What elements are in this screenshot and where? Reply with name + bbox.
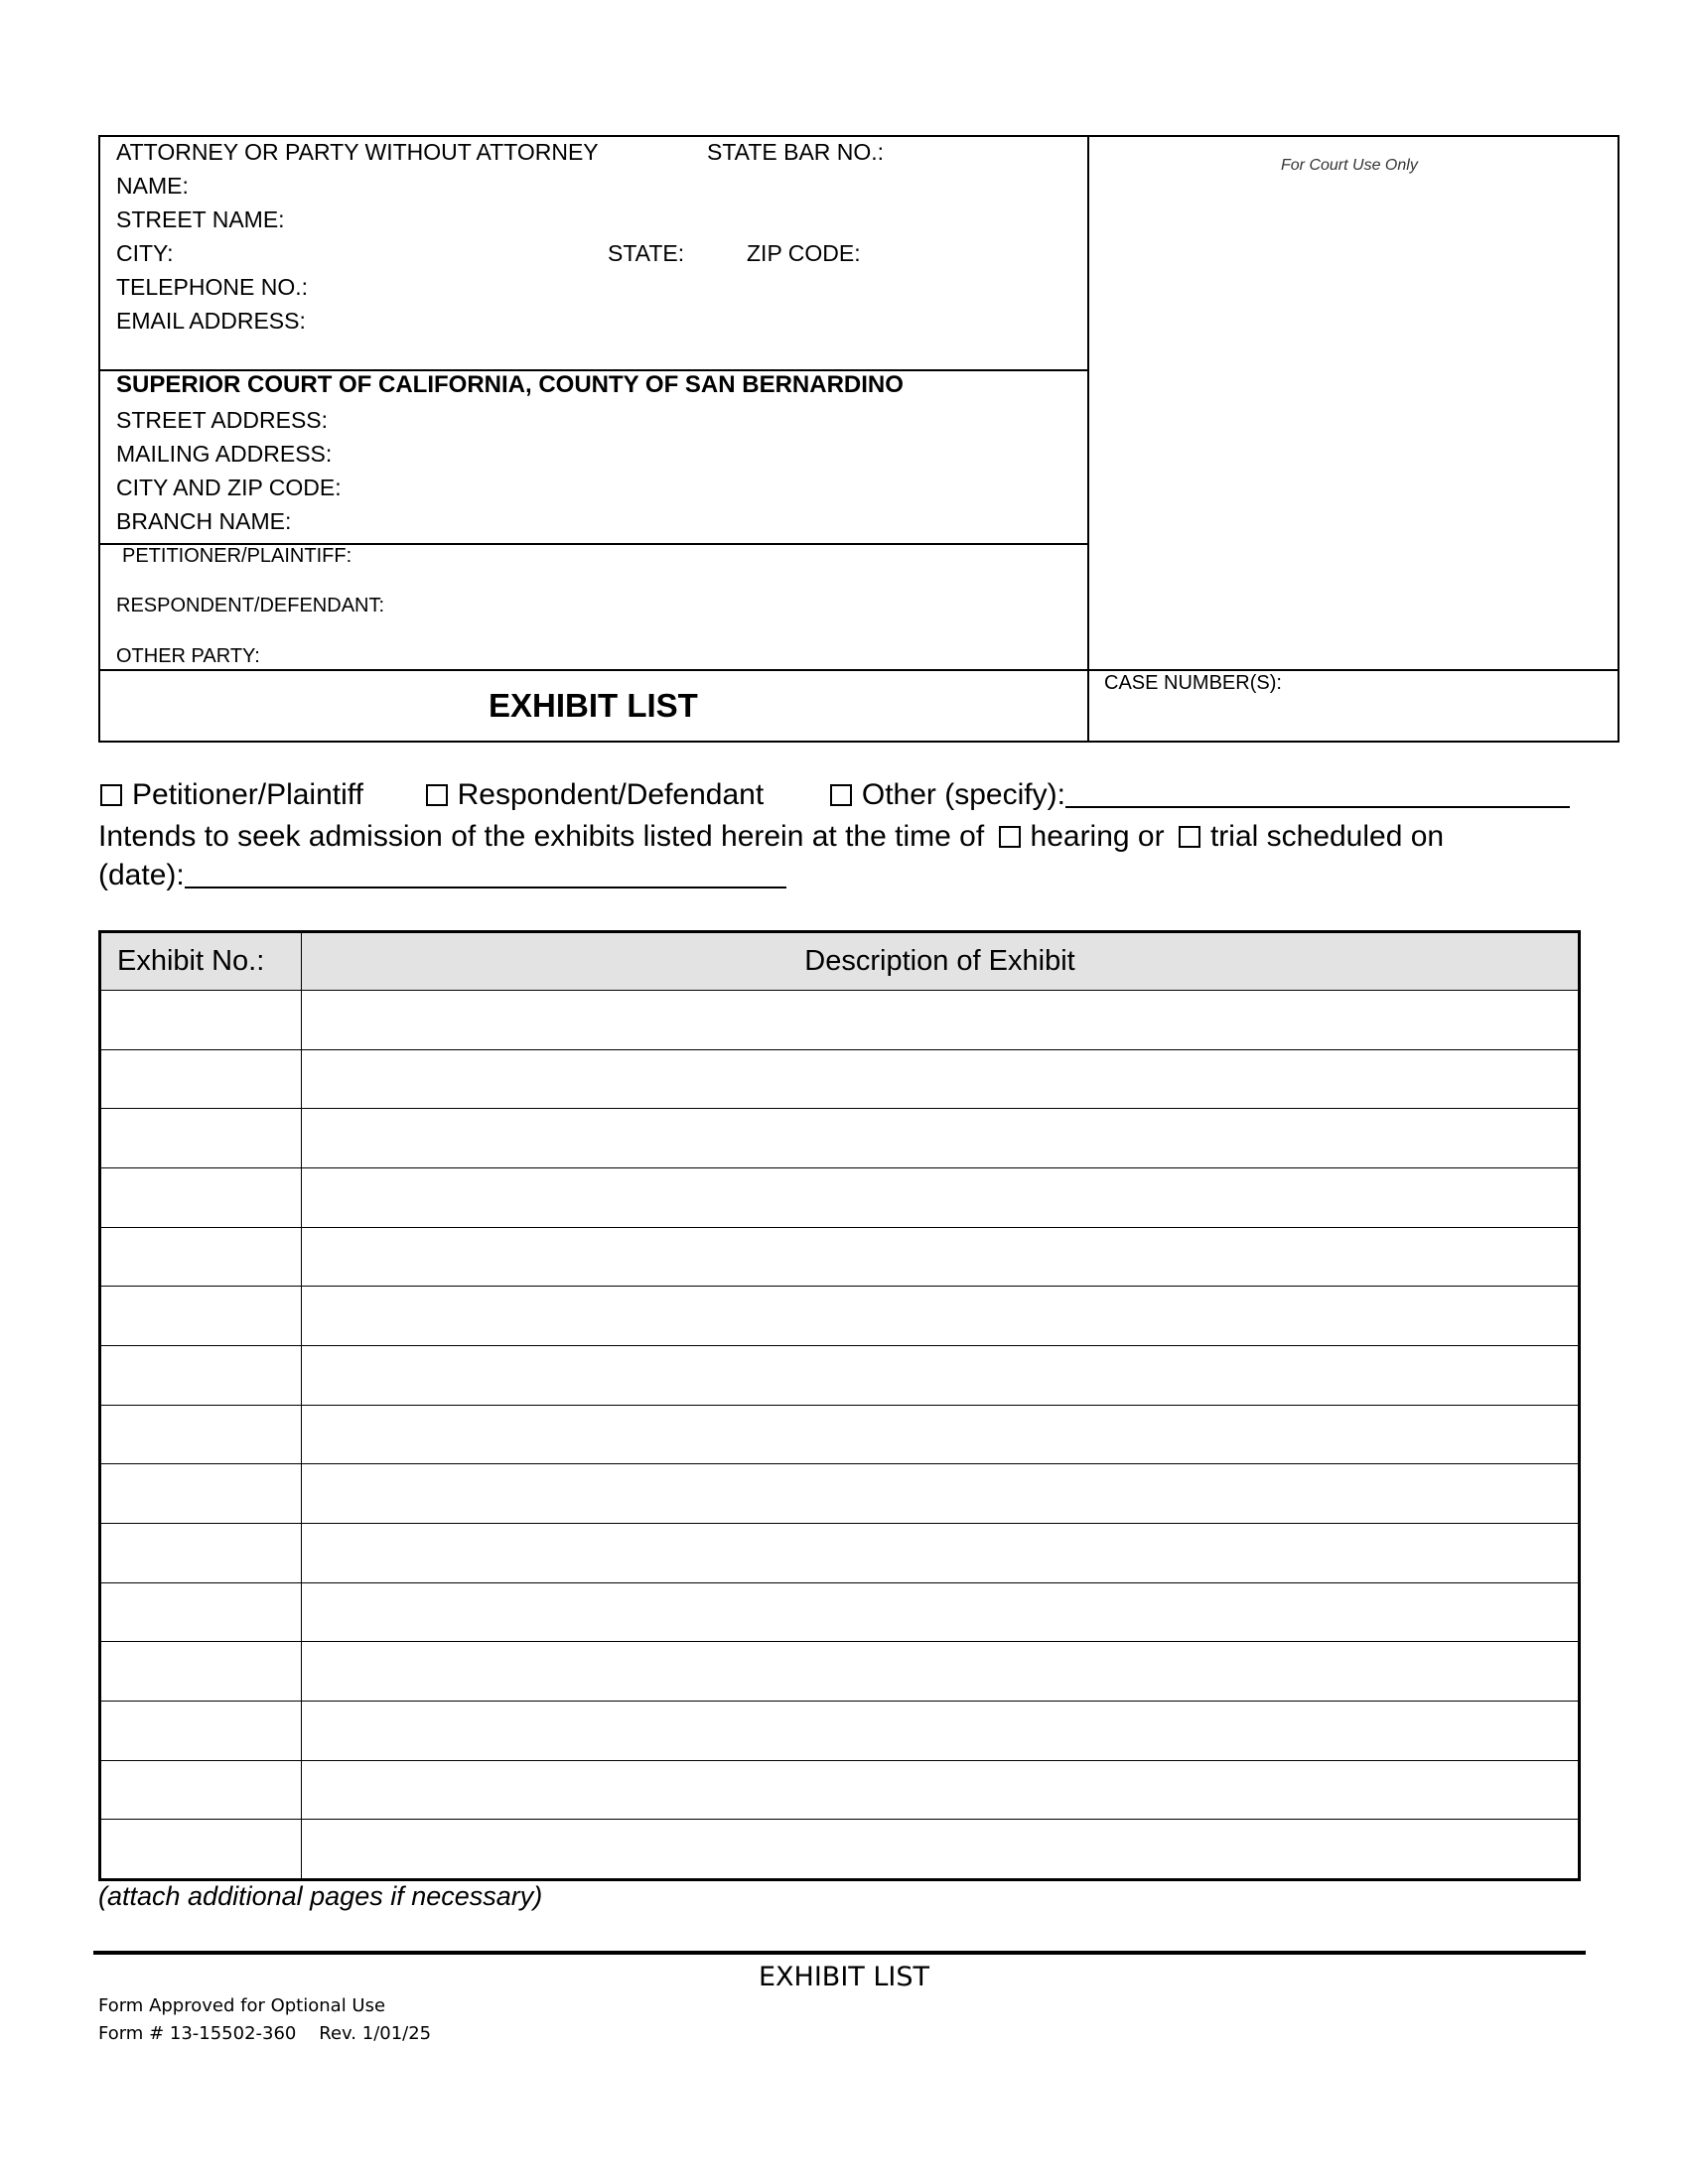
description-header: Description of Exhibit (302, 933, 1579, 991)
state-bar-label: STATE BAR NO.: (707, 139, 885, 165)
city-zip-label: CITY AND ZIP CODE: (116, 475, 342, 500)
exhibit-description-cell[interactable] (302, 1227, 1579, 1287)
date-label: (date): (98, 859, 185, 891)
form-approved-text: Form Approved for Optional Use (98, 1995, 386, 2016)
table-row (101, 1167, 1579, 1227)
exhibit-description-cell[interactable] (302, 1405, 1579, 1464)
divider-parties-title (100, 669, 1619, 671)
email-label: EMAIL ADDRESS: (116, 308, 306, 334)
table-row (101, 991, 1579, 1050)
respondent-checkbox[interactable] (426, 784, 448, 806)
exhibit-no-cell[interactable] (101, 1287, 302, 1346)
other-option-label: Other (specify): (861, 778, 1065, 811)
court-heading: SUPERIOR COURT OF CALIFORNIA, COUNTY OF SAN BERNARDINO (116, 371, 904, 398)
caption-divider-vertical (1087, 137, 1089, 743)
exhibit-no-cell[interactable] (101, 1820, 302, 1879)
other-specify-field[interactable] (1065, 780, 1570, 808)
exhibit-no-cell[interactable] (101, 1345, 302, 1405)
caption-box (98, 135, 1619, 743)
exhibit-description-cell[interactable] (302, 1049, 1579, 1109)
form-title: EXHIBIT LIST (489, 687, 698, 724)
exhibit-no-cell[interactable] (101, 1582, 302, 1642)
petitioner-checkbox[interactable] (100, 784, 122, 806)
zip-code-label: ZIP CODE: (747, 240, 861, 266)
respondent-label: RESPONDENT/DEFENDANT: (116, 595, 385, 616)
street-name-label: STREET NAME: (116, 206, 285, 232)
exhibit-no-cell[interactable] (101, 1523, 302, 1582)
petitioner-label: PETITIONER/PLAINTIFF: (122, 545, 352, 567)
table-row (101, 1227, 1579, 1287)
exhibit-description-cell[interactable] (302, 1287, 1579, 1346)
trial-option-label: trial scheduled on (1209, 820, 1445, 853)
intent-text: Intends to seek admission of the exhibits listed herein at the time of (98, 820, 985, 853)
mailing-address-label: MAILING ADDRESS: (116, 441, 333, 467)
exhibit-no-cell[interactable] (101, 1642, 302, 1702)
exhibit-no-cell[interactable] (101, 1464, 302, 1524)
exhibit-description-cell[interactable] (302, 1760, 1579, 1820)
footer-title: EXHIBIT LIST (758, 1962, 930, 1992)
table-row (101, 1760, 1579, 1820)
exhibit-description-cell[interactable] (302, 1582, 1579, 1642)
exhibit-no-cell[interactable] (101, 991, 302, 1050)
exhibit-description-cell[interactable] (302, 1167, 1579, 1227)
street-address-label: STREET ADDRESS: (116, 407, 329, 433)
exhibit-description-cell[interactable] (302, 1642, 1579, 1702)
date-line (98, 861, 786, 890)
exhibit-no-cell[interactable] (101, 1049, 302, 1109)
exhibit-description-cell[interactable] (302, 1109, 1579, 1168)
table-row (101, 1049, 1579, 1109)
case-number-label: CASE NUMBER(S): (1104, 672, 1282, 694)
hearing-checkbox[interactable] (999, 826, 1021, 848)
other-party-label: OTHER PARTY: (116, 645, 260, 667)
exhibit-description-cell[interactable] (302, 1464, 1579, 1524)
exhibit-no-cell[interactable] (101, 1701, 302, 1760)
table-row (101, 1109, 1579, 1168)
table-row (101, 1287, 1579, 1346)
table-note: (attach additional pages if necessary) (98, 1881, 543, 1911)
exhibit-no-cell[interactable] (101, 1760, 302, 1820)
exhibit-table (98, 930, 1581, 1881)
table-row (101, 1405, 1579, 1464)
attorney-heading: ATTORNEY OR PARTY WITHOUT ATTORNEY (116, 139, 599, 165)
date-field[interactable] (185, 861, 786, 888)
trial-checkbox[interactable] (1179, 826, 1200, 848)
table-row (101, 1582, 1579, 1642)
table-row (101, 1701, 1579, 1760)
exhibit-description-cell[interactable] (302, 1523, 1579, 1582)
city-label: CITY: (116, 240, 174, 266)
intent-line (98, 822, 1444, 852)
exhibit-description-cell[interactable] (302, 1701, 1579, 1760)
exhibit-no-cell[interactable] (101, 1109, 302, 1168)
court-use-only: For Court Use Only (1281, 157, 1418, 174)
exhibit-no-header: Exhibit No.: (101, 933, 302, 991)
exhibit-description-cell[interactable] (302, 991, 1579, 1050)
party-options-line (100, 780, 1570, 810)
exhibit-description-cell[interactable] (302, 1345, 1579, 1405)
exhibit-no-cell[interactable] (101, 1227, 302, 1287)
other-checkbox[interactable] (830, 784, 852, 806)
table-header-row (101, 933, 1579, 991)
table-row (101, 1820, 1579, 1879)
table-row (101, 1464, 1579, 1524)
telephone-label: TELEPHONE NO.: (116, 274, 308, 300)
petitioner-option-label: Petitioner/Plaintiff (132, 778, 363, 811)
respondent-option-label: Respondent/Defendant (457, 778, 765, 811)
table-row (101, 1523, 1579, 1582)
branch-name-label: BRANCH NAME: (116, 508, 292, 534)
table-row (101, 1642, 1579, 1702)
hearing-option-label: hearing or (1030, 820, 1165, 853)
exhibit-description-cell[interactable] (302, 1820, 1579, 1879)
state-label: STATE: (608, 240, 685, 266)
form-number-text: Form # 13-15502-360 Rev. 1/01/25 (98, 2023, 432, 2044)
exhibit-no-cell[interactable] (101, 1405, 302, 1464)
exhibit-no-cell[interactable] (101, 1167, 302, 1227)
footer-rule (93, 1951, 1586, 1955)
table-row (101, 1345, 1579, 1405)
attorney-name-label: NAME: (116, 173, 189, 199)
